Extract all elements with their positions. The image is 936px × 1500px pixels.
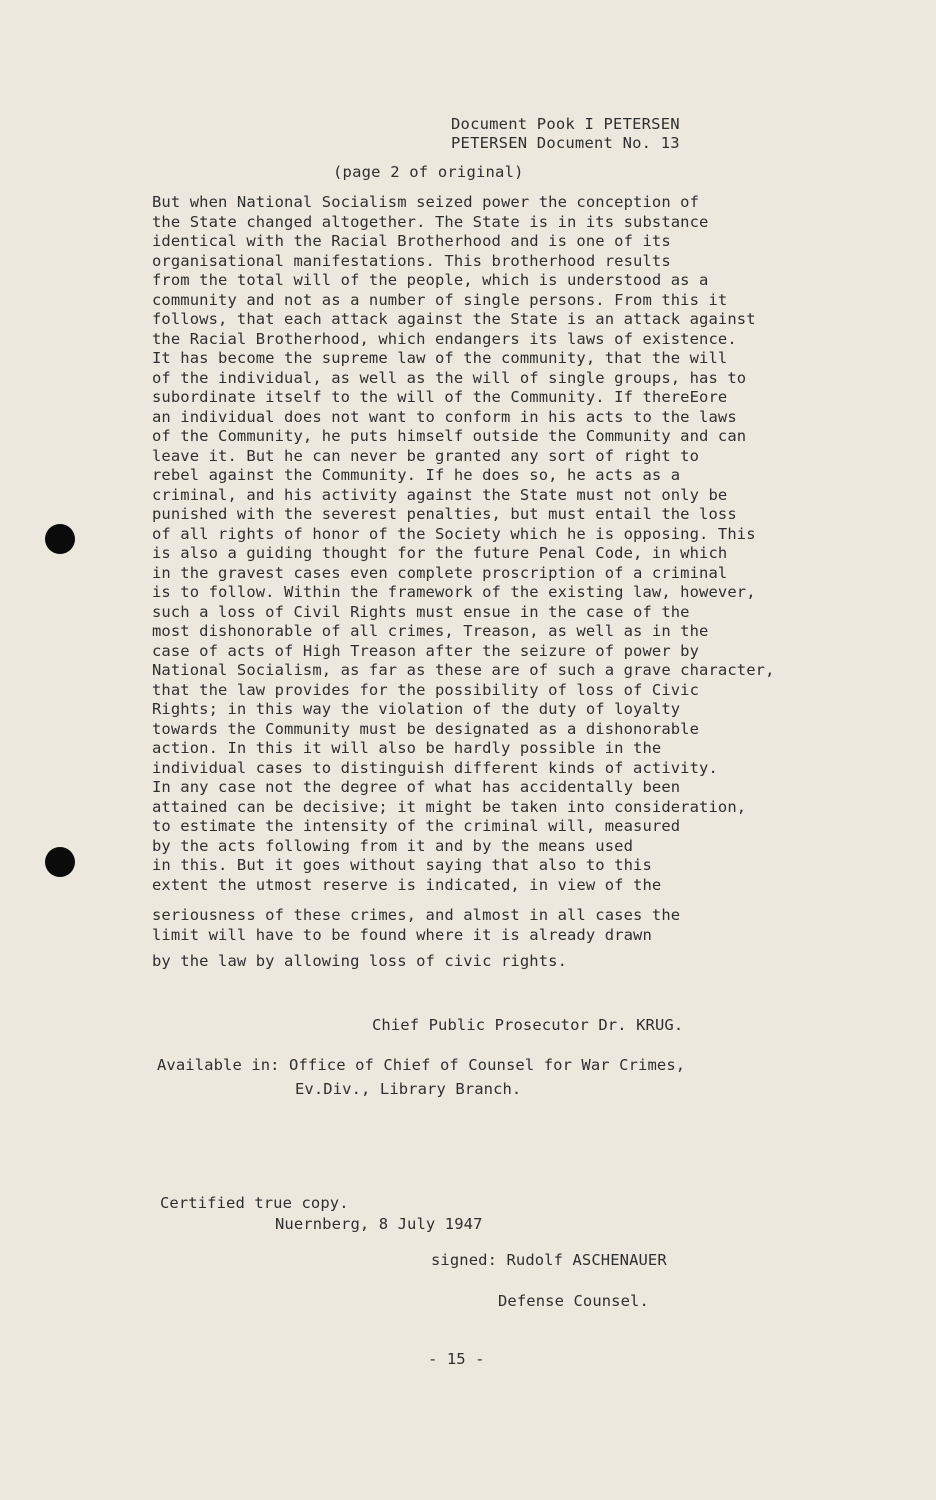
body-line: National Socialism, as far as these are of such a grave character, — [152, 661, 775, 679]
availability-branch: Ev.Div., Library Branch. — [295, 1080, 522, 1098]
body-line: by the law by allowing loss of civic rights. — [152, 952, 567, 970]
header-document-number: PETERSEN Document No. 13 — [451, 134, 680, 152]
certified-copy: Certified true copy. — [160, 1194, 349, 1212]
page-reference: (page 2 of original) — [333, 163, 524, 181]
body-line: from the total will of the people, which is understood as a — [152, 271, 709, 289]
body-line: individual cases to distinguish different kinds of activity. — [152, 758, 718, 777]
body-line: organisational manifestations. This brotherhood results — [152, 251, 671, 270]
body-line: It has become the supreme law of the community, that the will — [152, 349, 728, 367]
header-document-book: Document Pook I PETERSEN — [451, 115, 680, 133]
body-line: to estimate the intensity of the criminal will, measured — [152, 817, 681, 835]
body-line: case of acts of High Treason after the seizure of power by — [152, 641, 700, 660]
body-line: In any case not the degree of what has accidentally been — [152, 778, 681, 796]
page-number: - 15 - — [428, 1350, 485, 1368]
body-line: in the gravest cases even complete proscription of a criminal — [152, 563, 728, 582]
body-line: of all rights of honor of the Society which he is opposing. This — [152, 524, 756, 543]
signer-role: Defense Counsel. — [498, 1292, 649, 1310]
body-line: subordinate itself to the will of the Community. If thereEore — [152, 388, 728, 406]
body-line: community and not as a number of single persons. From this it — [152, 290, 728, 309]
body-line: limit will have to be found where it is already drawn — [152, 925, 652, 944]
place-date: Nuernberg, 8 July 1947 — [275, 1215, 483, 1233]
body-line: identical with the Racial Brotherhood and is one of its — [152, 232, 671, 250]
body-line: the State changed altogether. The State is in its substance — [152, 212, 709, 231]
punch-hole-top — [45, 524, 75, 554]
body-line: in this. But it goes without saying that also to this — [152, 856, 652, 874]
signed-by: signed: Rudolf ASCHENAUER — [431, 1251, 667, 1269]
body-line: action. In this it will also be hardly possible in the — [152, 739, 662, 757]
body-paragraph — [152, 193, 812, 972]
body-line: seriousness of these crimes, and almost in all cases the — [152, 906, 681, 924]
punch-hole-bottom — [45, 847, 75, 877]
body-line: such a loss of Civil Rights must ensue in the case of the — [152, 602, 690, 621]
body-line: of the individual, as well as the will of single groups, has to — [152, 368, 747, 387]
body-line: rebel against the Community. If he does so, he acts as a — [152, 466, 681, 484]
availability-note: Available in: Office of Chief of Counsel for War Crimes, — [157, 1056, 686, 1074]
body-line: extent the utmost reserve is indicated, in view of the — [152, 875, 662, 894]
body-line: is also a guiding thought for the future Penal Code, in which — [152, 544, 728, 562]
body-line: towards the Community must be designated as a dishonorable — [152, 719, 700, 738]
body-line: that the law provides for the possibility of loss of Civic — [152, 680, 700, 699]
prosecutor-signature: Chief Public Prosecutor Dr. KRUG. — [372, 1016, 684, 1034]
body-line: of the Community, he puts himself outside the Community and can — [152, 427, 747, 445]
body-line: Rights; in this way the violation of the duty of loyalty — [152, 700, 681, 718]
body-line: criminal, and his activity against the State must not only be — [152, 485, 728, 504]
body-line: the Racial Brotherhood, which endangers its laws of existence. — [152, 329, 737, 348]
body-line: an individual does not want to conform in his acts to the laws — [152, 407, 737, 426]
body-line: punished with the severest penalties, but must entail the loss — [152, 505, 737, 523]
body-line: follows, that each attack against the State is an attack against — [152, 310, 756, 328]
body-line: attained can be decisive; it might be taken into consideration, — [152, 797, 747, 816]
body-line: is to follow. Within the framework of the existing law, however, — [152, 583, 756, 601]
body-line: But when National Socialism seized power the conception of — [152, 193, 700, 211]
body-line: most dishonorable of all crimes, Treason, as well as in the — [152, 622, 709, 640]
body-line: by the acts following from it and by the means used — [152, 836, 634, 855]
body-line: leave it. But he can never be granted any sort of right to — [152, 446, 700, 465]
